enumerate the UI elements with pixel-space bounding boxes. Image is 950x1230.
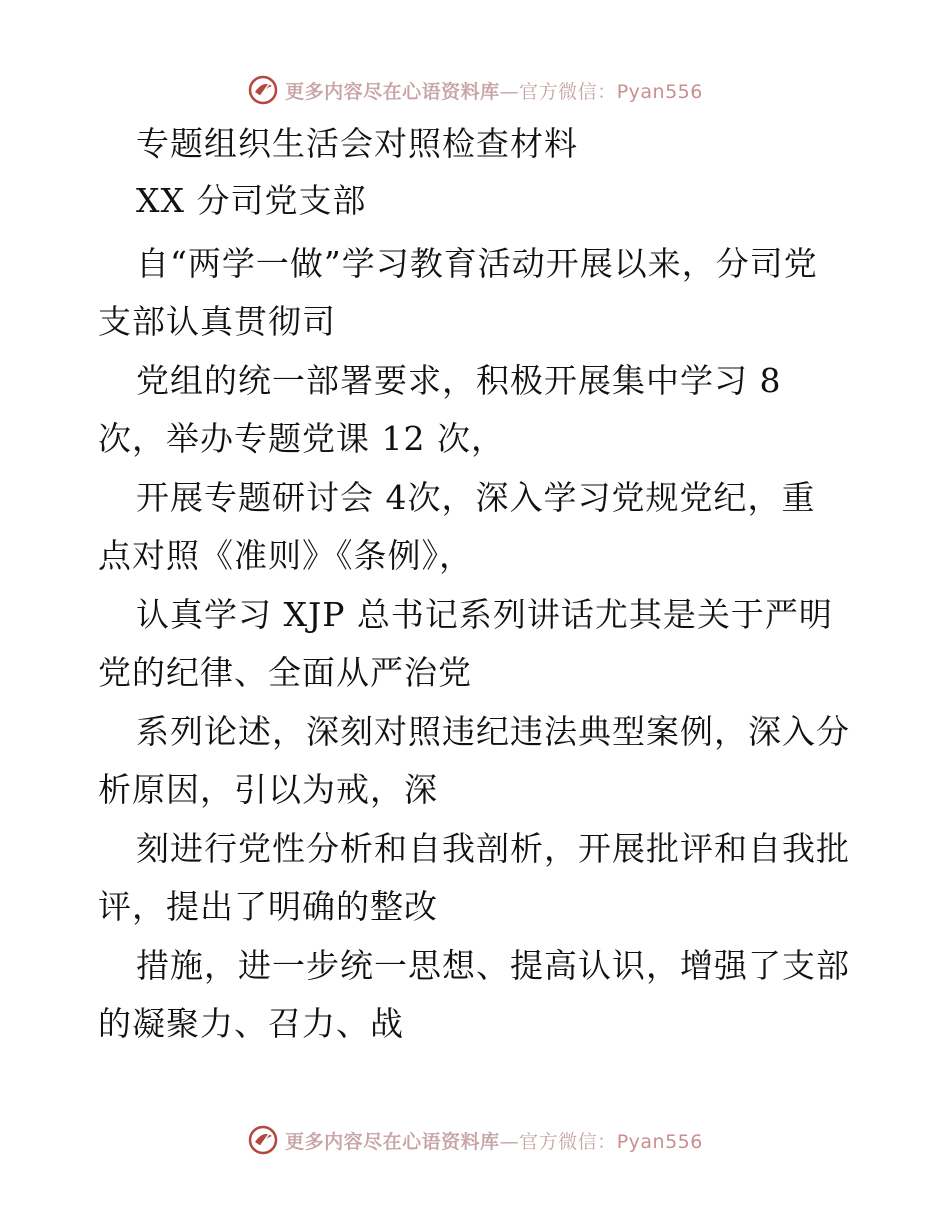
library-logo-icon	[247, 1124, 279, 1156]
paragraph-line: 点对照《准则》《条例》，	[98, 536, 473, 575]
watermark-main-text: 更多内容尽在心语资料库	[285, 1130, 500, 1153]
paragraph-line: 党的纪律、全面从严治党	[98, 653, 472, 692]
paragraph-line: 析原因，引以为戒，深	[98, 770, 438, 809]
document-org: XX 分司党支部	[136, 181, 367, 220]
paragraph-line: 认真学习 XJP 总书记系列讲话尤其是关于严明	[136, 595, 833, 634]
paragraph-line: 的凝聚力、召力、战	[98, 1004, 404, 1043]
paragraph-line: 刻进行党性分析和自我剖析，开展批评和自我批	[136, 829, 850, 868]
watermark-footer	[0, 1120, 950, 1160]
paragraph-line: 支部认真贯彻司	[98, 302, 336, 341]
paragraph-line: 开展专题研讨会 4次，深入学习党规党纪，重	[136, 478, 816, 517]
watermark-label: —官方微信：	[499, 80, 617, 103]
document-title: 专题组织生活会对照检查材料	[136, 124, 578, 163]
paragraph-line: 措施，进一步统一思想、提高认识，增强了支部	[136, 946, 850, 985]
watermark-header	[0, 70, 950, 110]
library-logo-icon	[247, 74, 279, 106]
paragraph-line: 评，提出了明确的整改	[98, 887, 438, 926]
paragraph-line: 党组的统一部署要求，积极开展集中学习 8	[136, 361, 782, 400]
watermark-wechat-id: Pyan556	[616, 80, 703, 103]
watermark-main-text: 更多内容尽在心语资料库	[285, 80, 500, 103]
watermark-label: —官方微信：	[499, 1130, 617, 1153]
paragraph-line: 自“两学一做”学习教育活动开展以来，分司党	[136, 244, 818, 283]
watermark-wechat-id: Pyan556	[616, 1130, 703, 1153]
paragraph-line: 系列论述，深刻对照违纪违法典型案例，深入分	[136, 712, 850, 751]
paragraph-line: 次，举办专题党课 12 次，	[98, 419, 505, 458]
